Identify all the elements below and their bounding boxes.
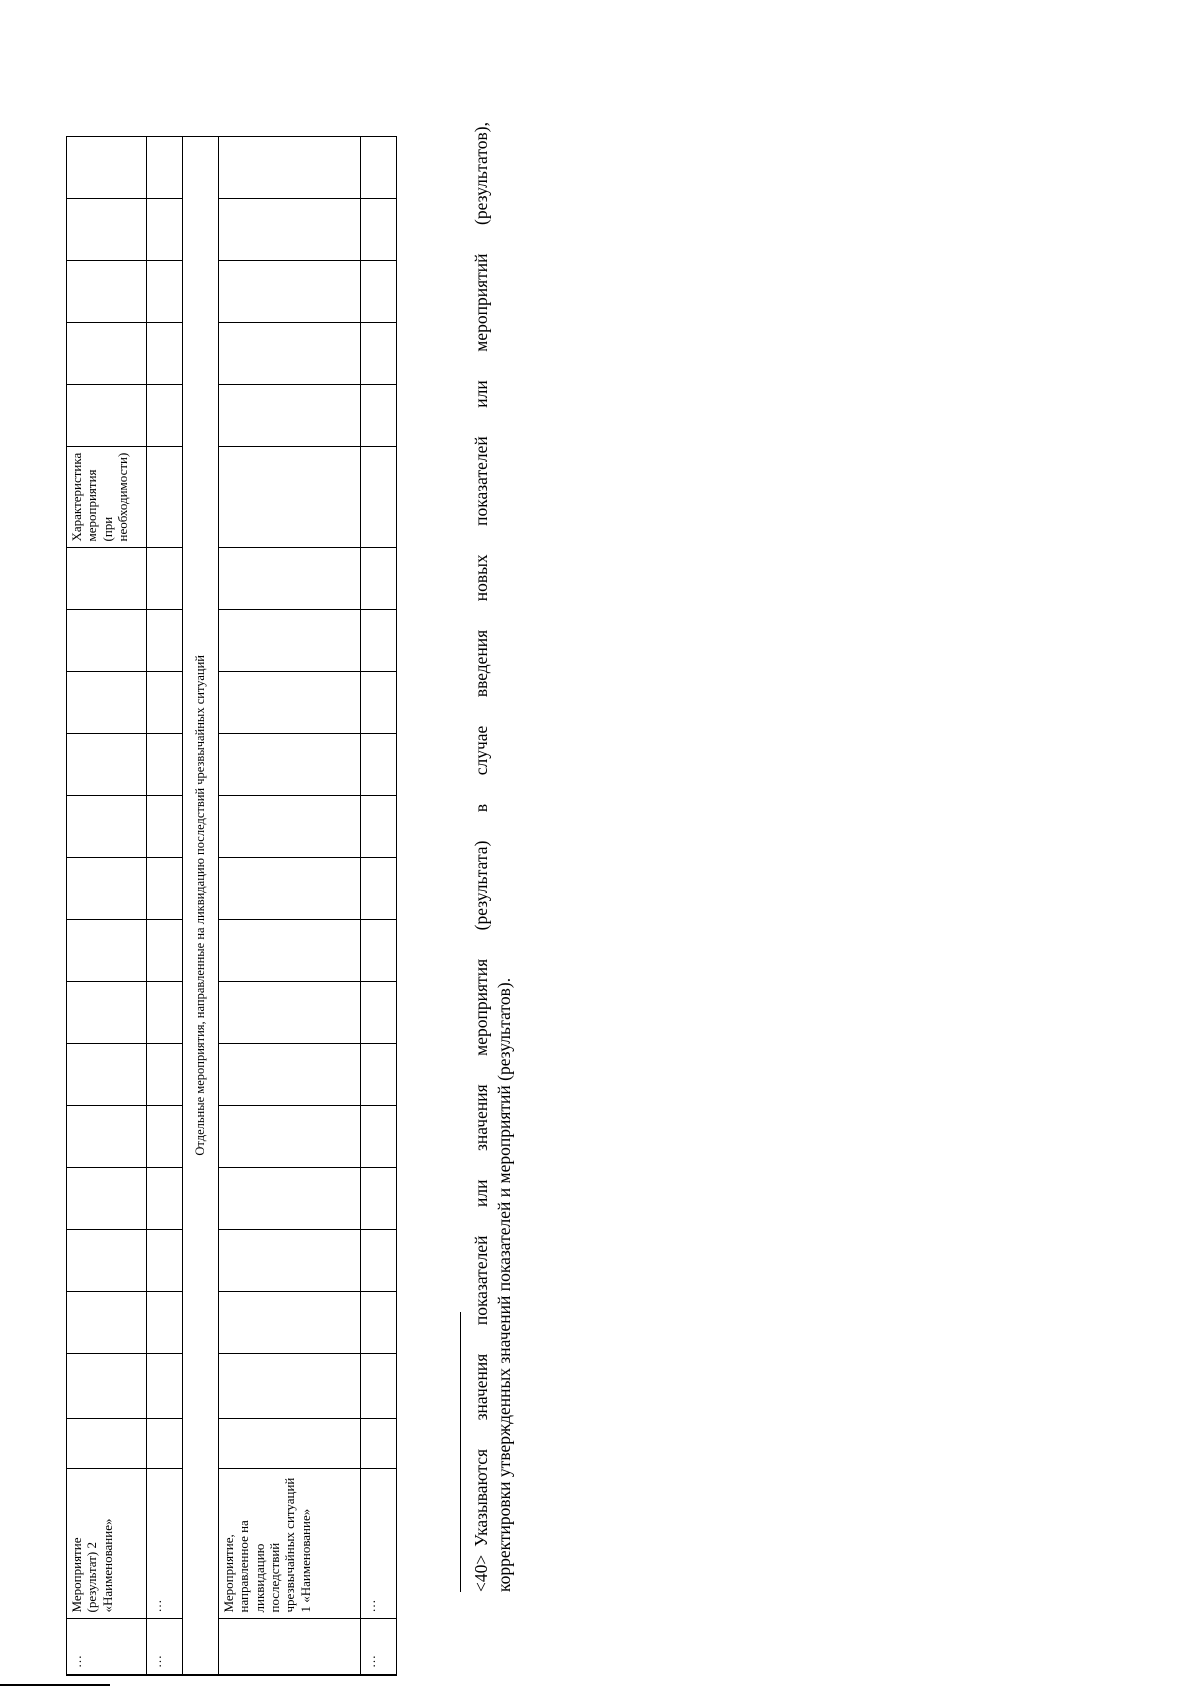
table-cell <box>67 1419 147 1469</box>
table-cell <box>147 734 183 796</box>
footnote-marker: <40> <box>471 1554 491 1592</box>
table-cell <box>219 1230 361 1292</box>
table-cell <box>361 1044 397 1106</box>
table-cell <box>361 1168 397 1230</box>
table-cell <box>67 796 147 858</box>
table-cell <box>67 1619 147 1675</box>
table-cell <box>361 1419 397 1469</box>
table-cell <box>147 1469 183 1619</box>
table-cell <box>147 1106 183 1168</box>
footnote-line-2 <box>493 122 516 1592</box>
table-cell <box>219 1106 361 1168</box>
activity-name-cell: … <box>149 1599 164 1613</box>
table-cell <box>67 322 147 384</box>
table-cell <box>219 1619 361 1675</box>
table-cell <box>147 1292 183 1354</box>
table-cell <box>67 982 147 1044</box>
table-cell <box>67 1168 147 1230</box>
table-cell <box>147 1619 183 1675</box>
table-cell <box>67 198 147 260</box>
table-cell <box>361 548 397 610</box>
table-cell <box>361 610 397 672</box>
table-cell <box>361 734 397 796</box>
footnote-separator <box>460 1312 461 1592</box>
table-cell <box>361 858 397 920</box>
table-cell <box>67 1230 147 1292</box>
table-cell <box>361 1230 397 1292</box>
table-cell <box>147 796 183 858</box>
table-cell <box>67 858 147 920</box>
table-cell <box>147 1419 183 1469</box>
table-cell <box>361 260 397 322</box>
table-cell <box>361 1106 397 1168</box>
table-cell <box>219 796 361 858</box>
table-cell <box>67 260 147 322</box>
table-cell <box>67 548 147 610</box>
table-cell <box>147 920 183 982</box>
table-container <box>66 136 397 1676</box>
table-cell <box>219 672 361 734</box>
table-cell <box>67 1292 147 1354</box>
table-cell <box>147 198 183 260</box>
table-cell <box>219 858 361 920</box>
table-cell <box>361 1469 397 1619</box>
table-cell <box>361 796 397 858</box>
table-cell <box>219 548 361 610</box>
table-cell <box>67 1354 147 1419</box>
table-cell <box>361 136 397 198</box>
table-row <box>219 136 361 1675</box>
table-row <box>147 136 183 1675</box>
footnote-text-2: корректировки утвержденных значений показателей и мероприятий (результатов). <box>493 977 514 1592</box>
table-row <box>67 136 147 1675</box>
footnote-text-1: Указываются значения показателей или значения мероприятия (результата) в случае введения новых показателей или мероприятий (результатов), <box>471 122 491 1547</box>
table-cell <box>67 1106 147 1168</box>
table-cell <box>67 610 147 672</box>
table-cell <box>219 198 361 260</box>
table-cell <box>219 982 361 1044</box>
footnote-line-1 <box>470 122 493 1592</box>
table-cell <box>361 198 397 260</box>
row-first-cell: … <box>149 1655 164 1668</box>
table-cell <box>361 1292 397 1354</box>
activity-name-cell: Мероприятие, направленное на ликвидацию последствий чрезвычайных ситуаций 1 «Наименование» <box>221 1477 313 1613</box>
table-cell <box>147 446 183 548</box>
table-cell <box>147 1354 183 1419</box>
characteristic-cell: Характеристика мероприятия (при необходимости) <box>69 452 130 542</box>
table-cell <box>219 384 361 446</box>
table-cell <box>67 734 147 796</box>
activity-name-cell: … <box>363 1599 378 1613</box>
table-cell <box>361 1619 397 1675</box>
table-cell <box>67 136 147 198</box>
table-cell <box>361 446 397 548</box>
table-cell <box>67 672 147 734</box>
table-cell <box>219 1419 361 1469</box>
table-cell <box>219 1354 361 1419</box>
table-cell <box>219 610 361 672</box>
table-cell <box>67 446 147 548</box>
table-row <box>183 136 219 1675</box>
page-corner-rule <box>0 1684 110 1686</box>
table-cell <box>67 1044 147 1106</box>
table-cell <box>361 1354 397 1419</box>
table-cell <box>67 920 147 982</box>
table-cell <box>147 858 183 920</box>
table-cell <box>147 672 183 734</box>
table-cell <box>67 384 147 446</box>
table-cell <box>147 1230 183 1292</box>
table-cell <box>361 384 397 446</box>
activity-name-cell: Мероприятие (результат) 2 «Наименование» <box>69 1518 115 1613</box>
table-cell <box>147 136 183 198</box>
table-cell <box>147 260 183 322</box>
table-cell <box>361 322 397 384</box>
table-cell <box>147 1044 183 1106</box>
table-cell <box>147 322 183 384</box>
table-cell <box>361 672 397 734</box>
table-cell <box>147 1168 183 1230</box>
table-cell <box>219 920 361 982</box>
table-cell <box>219 1168 361 1230</box>
table-cell <box>147 982 183 1044</box>
table-cell <box>219 446 361 548</box>
table-cell <box>147 548 183 610</box>
table-cell <box>147 384 183 446</box>
indicators-table <box>66 136 397 1676</box>
table-cell <box>219 322 361 384</box>
footnote <box>470 122 516 1592</box>
table-cell <box>361 982 397 1044</box>
table-cell <box>361 920 397 982</box>
table-cell <box>67 1469 147 1619</box>
table-cell <box>219 1469 361 1619</box>
table-cell <box>219 136 361 198</box>
table-cell <box>183 136 219 1675</box>
row-first-cell: … <box>363 1655 378 1668</box>
table-cell <box>219 734 361 796</box>
table-row <box>361 136 397 1675</box>
row-first-cell: … <box>69 1655 84 1668</box>
table-cell <box>219 1044 361 1106</box>
table-cell <box>219 260 361 322</box>
table-cell <box>147 610 183 672</box>
merged-section-heading: Отдельные мероприятия, направленные на ликвидацию последствий чрезвычайных ситуаций <box>193 655 208 1156</box>
table-cell <box>219 1292 361 1354</box>
